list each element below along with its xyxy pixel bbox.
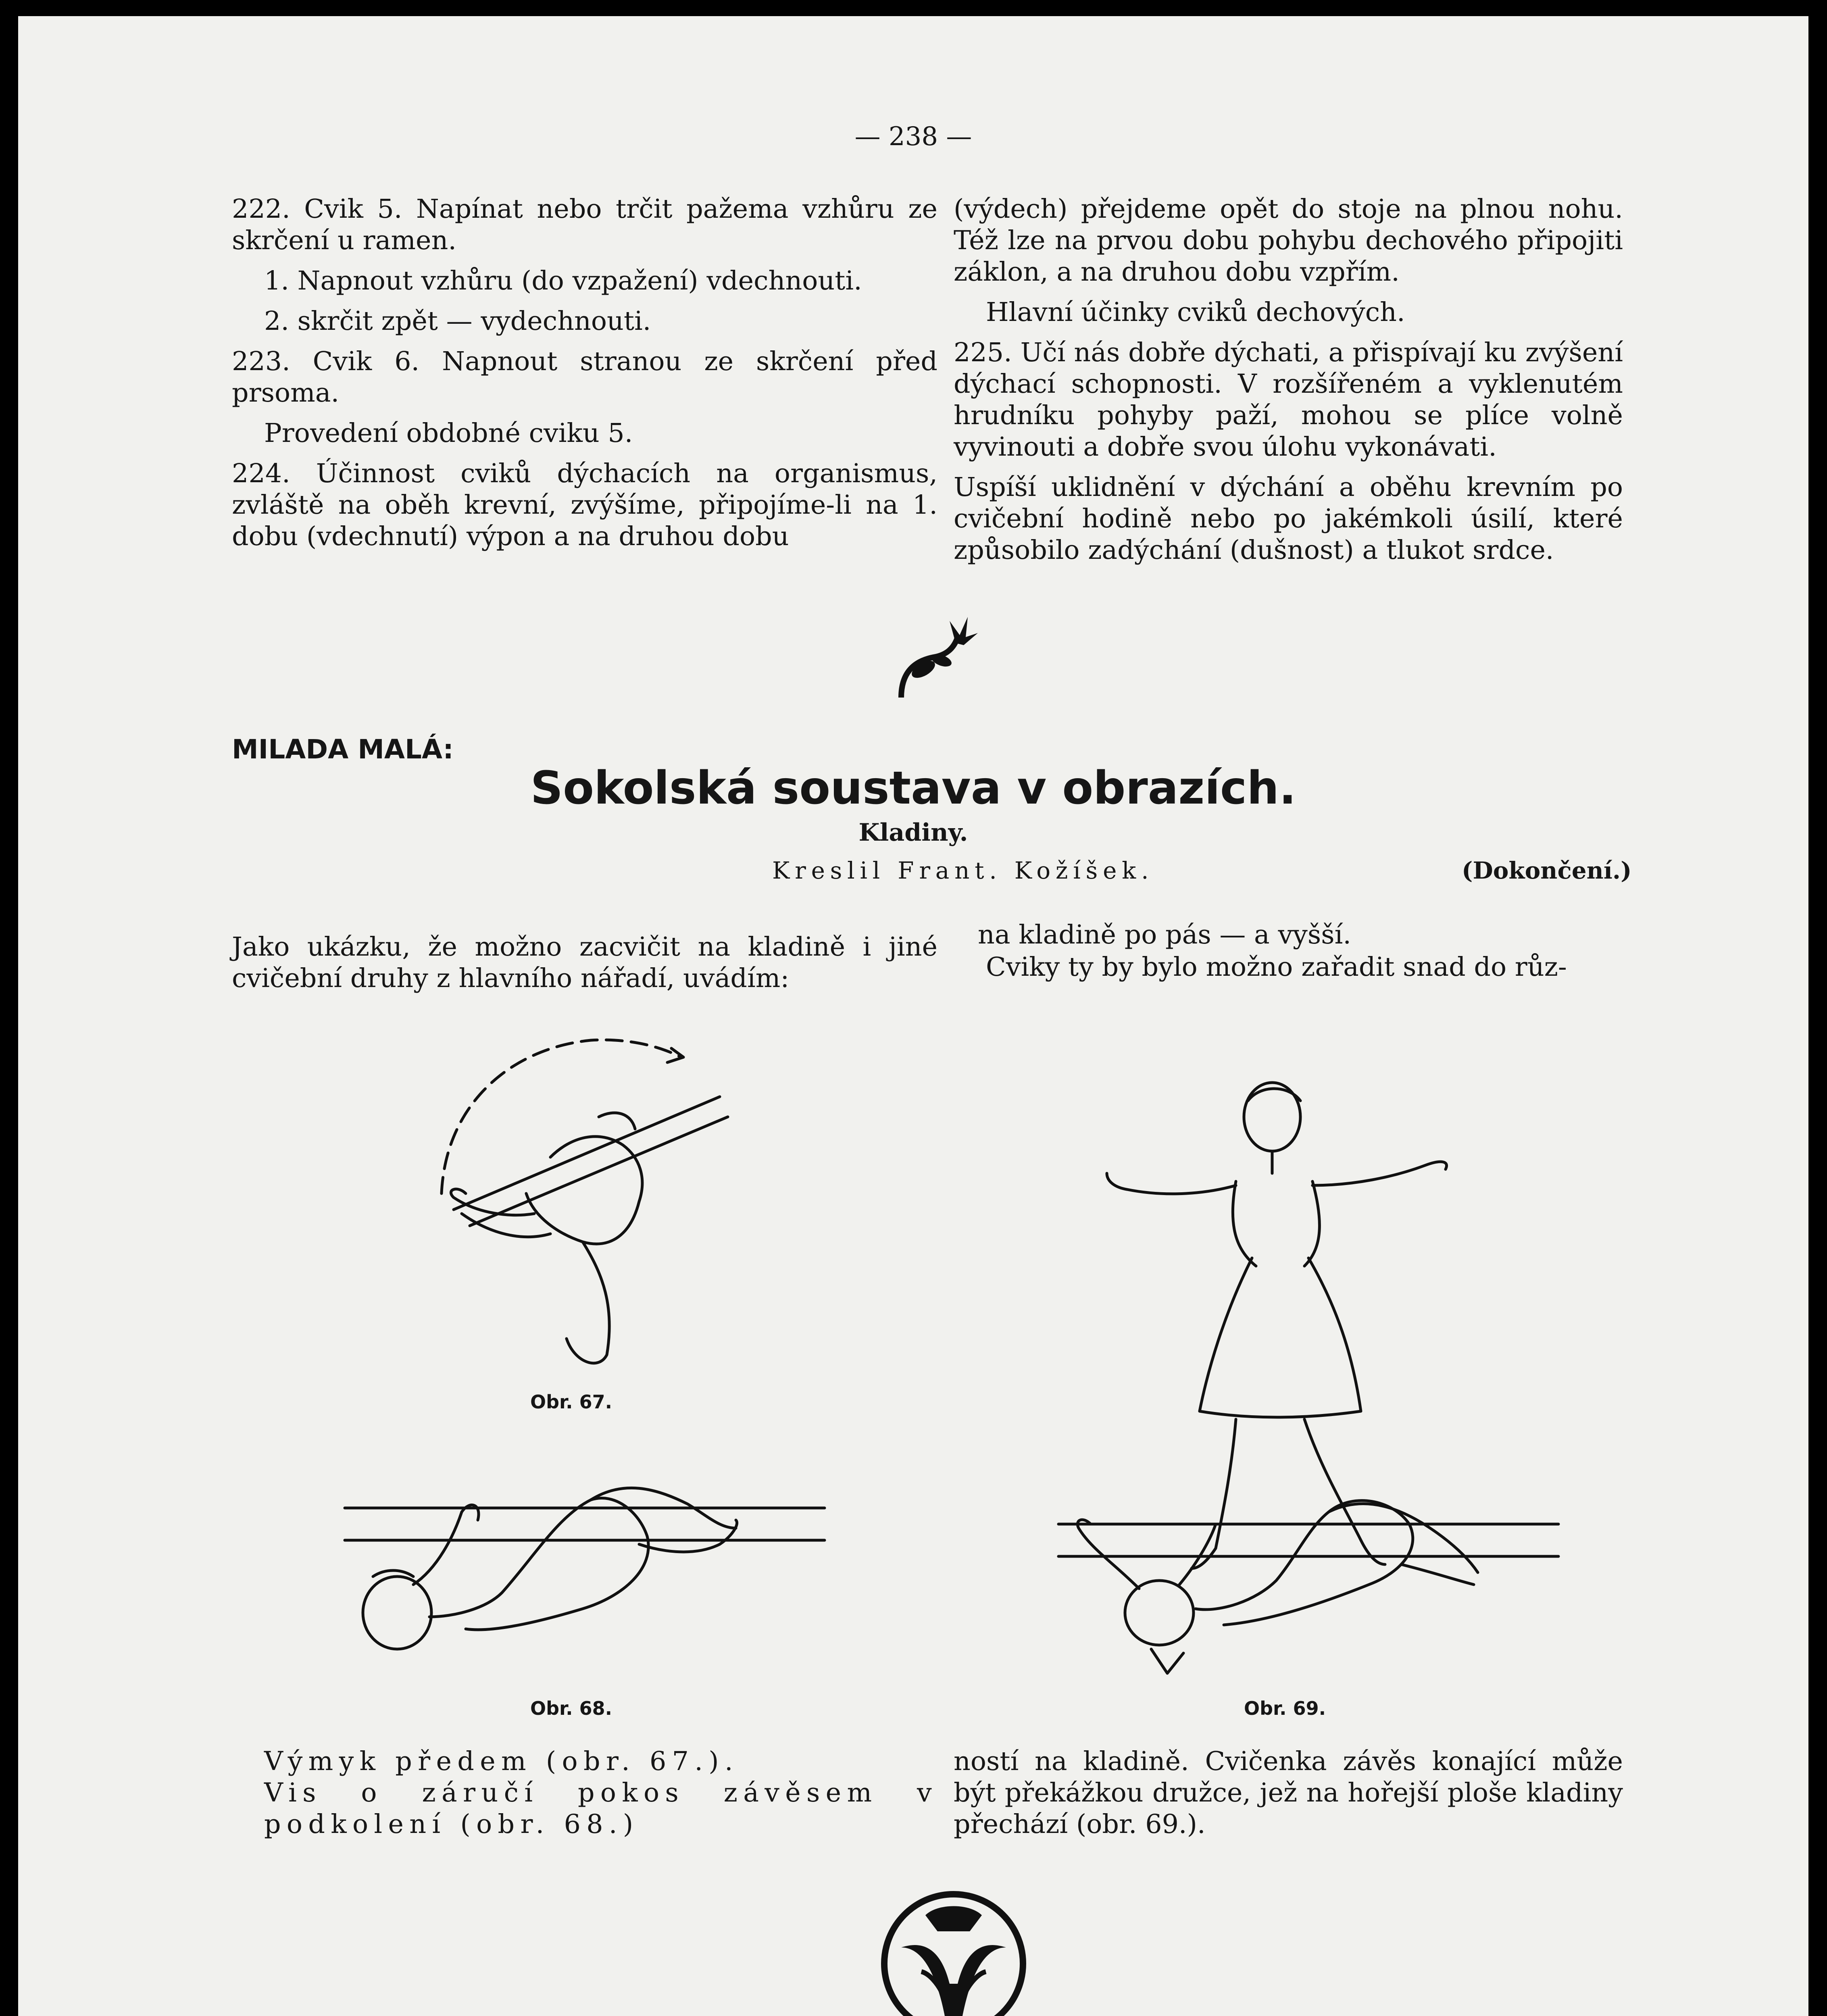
- paragraph-222: 222. Cvik 5. Napínat nebo trčit pažema vzhůru ze skrčení u ramen.: [232, 194, 937, 256]
- intro-right-2: Cviky ty by bylo možno zařadit snad do růz-: [986, 952, 1567, 982]
- paragraph-222-step-2: 2. skrčit zpět — vydechnouti.: [264, 306, 651, 336]
- bottom-left-line-2: Vis o záručí pokos závěsem v podkolení (obr. 68.): [264, 1778, 937, 1839]
- intro-right-1: na kladině po pás — a vyšší.: [978, 920, 1352, 950]
- figure-68-caption: Obr. 68.: [530, 1697, 612, 1719]
- figure-67-illustration: [429, 1024, 752, 1387]
- article-author: MILADA MALÁ:: [232, 734, 454, 765]
- illustrator-credit: Kreslil Frant. Kožíšek.: [772, 857, 1154, 884]
- figure-67-caption: Obr. 67.: [530, 1391, 612, 1413]
- top-right-column: [954, 194, 1623, 575]
- sokol-emblem-icon: [877, 1887, 1030, 2016]
- bottom-right-paragraph: ností na kladině. Cvičenka závěs konající může být překážkou družce, jež na hořejší ploše kladiny přechází (obr. 69.).: [954, 1746, 1623, 1839]
- paragraph-224: 224. Účinnost cviků dýchacích na organismus, zvláště na oběh krevní, zvýšíme, připojíme-li na 1. dobu (vdechnutí) výpon a na druhou dobu: [232, 458, 937, 552]
- page-number: — 238 —: [854, 122, 972, 152]
- continued-note: (Dokončení.): [1462, 857, 1632, 884]
- page: [18, 16, 1808, 2016]
- figure-69-illustration: [1046, 1064, 1571, 1693]
- article-title: Sokolská soustava v obrazích.: [530, 762, 1296, 814]
- paragraph-225-continued: Uspíší uklidnění v dýchání a oběhu krevním po cvičební hodině nebo po jakémkoli úsilí, které způsobilo zadýchání (dušnost) a tlukot srdce.: [954, 472, 1623, 565]
- flower-ornament-icon: [885, 613, 978, 706]
- bottom-left-column: [232, 1746, 937, 1849]
- bottom-left-line-1: Výmyk předem (obr. 67.).: [264, 1746, 739, 1776]
- paragraph-223: 223. Cvik 6. Napnout stranou ze skrčení před prsoma.: [232, 346, 937, 408]
- paragraph-224-continued: (výdech) přejdeme opět do stoje na plnou nohu. Též lze na prvou dobu pohybu dechového připojiti záklon, a na druhou dobu vzpřím.: [954, 194, 1623, 287]
- paragraph-222-step-1: 1. Napnout vzhůru (do vzpažení) vdechnouti.: [264, 266, 862, 296]
- paragraph-223-note: Provedení obdobné cviku 5.: [264, 418, 633, 448]
- figure-69-caption: Obr. 69.: [1244, 1697, 1326, 1719]
- intro-left: Jako ukázku, že možno zacvičit na kladině i jiné cvičební druhy z hlavního nářadí, uvádím:: [232, 932, 937, 993]
- figure-68-illustration: [333, 1464, 841, 1689]
- top-left-column: [232, 194, 937, 561]
- section-heading: Hlavní účinky cviků dechových.: [986, 297, 1405, 327]
- bottom-right-column: [954, 1746, 1623, 1849]
- article-subtitle: Kladiny.: [858, 818, 968, 847]
- paragraph-225: 225. Učí nás dobře dýchati, a přispívají ku zvýšení dýchací schopnosti. V rozšířeném a vyklenutém hrudníku pohyby paží, mohou se plíce volně vyvinouti a dobře svou úlohu vykonávati.: [954, 337, 1623, 462]
